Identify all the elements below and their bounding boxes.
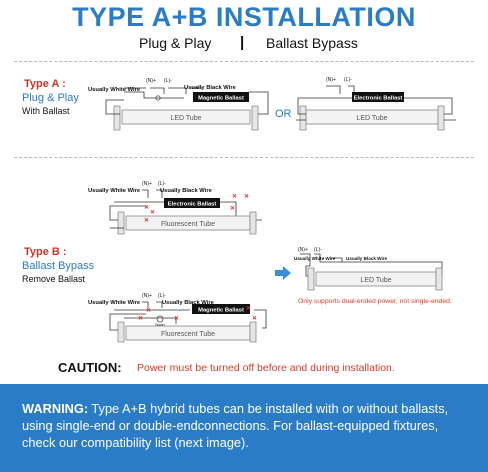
label-magnetic-ballast: Magnetic Ballast: [198, 95, 244, 102]
label-neutral-right: (N)+: [326, 77, 336, 83]
svg-text:✕: ✕: [246, 306, 252, 312]
svg-text:✕: ✕: [150, 210, 156, 216]
svg-text:✕: ✕: [144, 205, 150, 211]
label-b-magnetic-ballast: Magnetic Ballast: [198, 307, 244, 314]
label-after-neutral: (N)+: [298, 247, 308, 253]
divider-middle: [14, 157, 474, 158]
svg-text:✕: ✕: [138, 316, 144, 322]
diagram-type-a-magnetic: [84, 72, 272, 136]
type-b-desc: Remove Ballast: [22, 274, 86, 284]
subtitle-separator: |: [240, 34, 245, 51]
subtitle-plug-and-play: Plug & Play: [139, 35, 212, 51]
label-live-right: (L)-: [344, 77, 352, 83]
label-starter: Starter: [155, 323, 165, 327]
caution-label: CAUTION:: [58, 360, 122, 375]
label-b-white-wire: Usually White Wire: [88, 300, 141, 306]
label-after-white-wire: Usually White Wire: [294, 256, 336, 261]
arrow-right-icon: [274, 266, 292, 280]
label-after-live: (L)-: [314, 247, 322, 253]
type-b-mode: Ballast Bypass: [22, 260, 95, 272]
or-label: OR: [275, 108, 292, 120]
type-b-heading: Type B :: [24, 246, 67, 258]
svg-text:✕: ✕: [232, 194, 238, 200]
svg-text:✕: ✕: [174, 316, 180, 322]
subtitle-ballast-bypass: Ballast Bypass: [266, 35, 358, 51]
label-live: (L)-: [164, 78, 172, 84]
label-fluor-white-wire: Usually White Wire: [88, 188, 141, 194]
divider-top: [14, 61, 474, 62]
svg-text:✕: ✕: [230, 206, 236, 212]
label-white-wire: Usually White Wire: [88, 87, 141, 93]
warning-text-block: [22, 400, 470, 451]
label-b-live: (L)-: [158, 293, 166, 299]
caution-text: Power must be turned off before and during installation.: [137, 362, 395, 374]
diagram-type-b-after: [294, 246, 464, 298]
type-a-mode: Plug & Play: [22, 92, 79, 104]
type-a-desc: With Ballast: [22, 106, 70, 116]
label-fluor-tube: Fluorescent Tube: [160, 221, 216, 228]
label-neutral: (N)+: [146, 78, 156, 84]
svg-text:✕: ✕: [146, 308, 152, 314]
label-led-tube: LED Tube: [170, 115, 202, 122]
label-b-fluor-tube: Fluorescent Tube: [160, 331, 216, 338]
dual-ended-note: Only supports dual-ended power, not single-ended.: [298, 298, 452, 305]
starter-icon: [157, 316, 163, 322]
svg-text:✕: ✕: [252, 316, 258, 322]
svg-text:✕: ✕: [144, 218, 150, 224]
page-title: TYPE A+B INSTALLATION: [72, 2, 416, 32]
label-after-led-tube: LED Tube: [360, 277, 392, 284]
label-electronic-ballast: Electronic Ballast: [353, 95, 403, 102]
warning-label: WARNING:: [22, 401, 89, 416]
label-after-black-wire: Usually Black Wire: [346, 256, 388, 261]
label-fluor-neutral: (N)+: [142, 181, 152, 187]
svg-text:✕: ✕: [244, 194, 250, 200]
type-a-heading: Type A :: [24, 78, 66, 90]
diagram-type-a-electronic: [296, 72, 458, 136]
label-fluor-electronic-ballast: Electronic Ballast: [167, 201, 217, 208]
warning-body: Type A+B hybrid tubes can be installed with or without ballasts, using single-end or double-endconnections. For ballast-equipped fixtures, check our compatibility list (next image).: [22, 401, 449, 450]
label-fluor-live: (L)-: [158, 181, 166, 187]
label-b-neutral: (N)+: [142, 293, 152, 299]
label-black-wire: Usually Black Wire: [184, 85, 236, 91]
label-led-tube-right: LED Tube: [356, 115, 388, 122]
diagram-type-b-before: [86, 290, 274, 346]
label-fluor-black-wire: Usually Black Wire: [160, 188, 212, 194]
diagram-fluorescent-electronic: [86, 176, 272, 238]
label-b-black-wire: Usually Black Wire: [162, 300, 214, 306]
